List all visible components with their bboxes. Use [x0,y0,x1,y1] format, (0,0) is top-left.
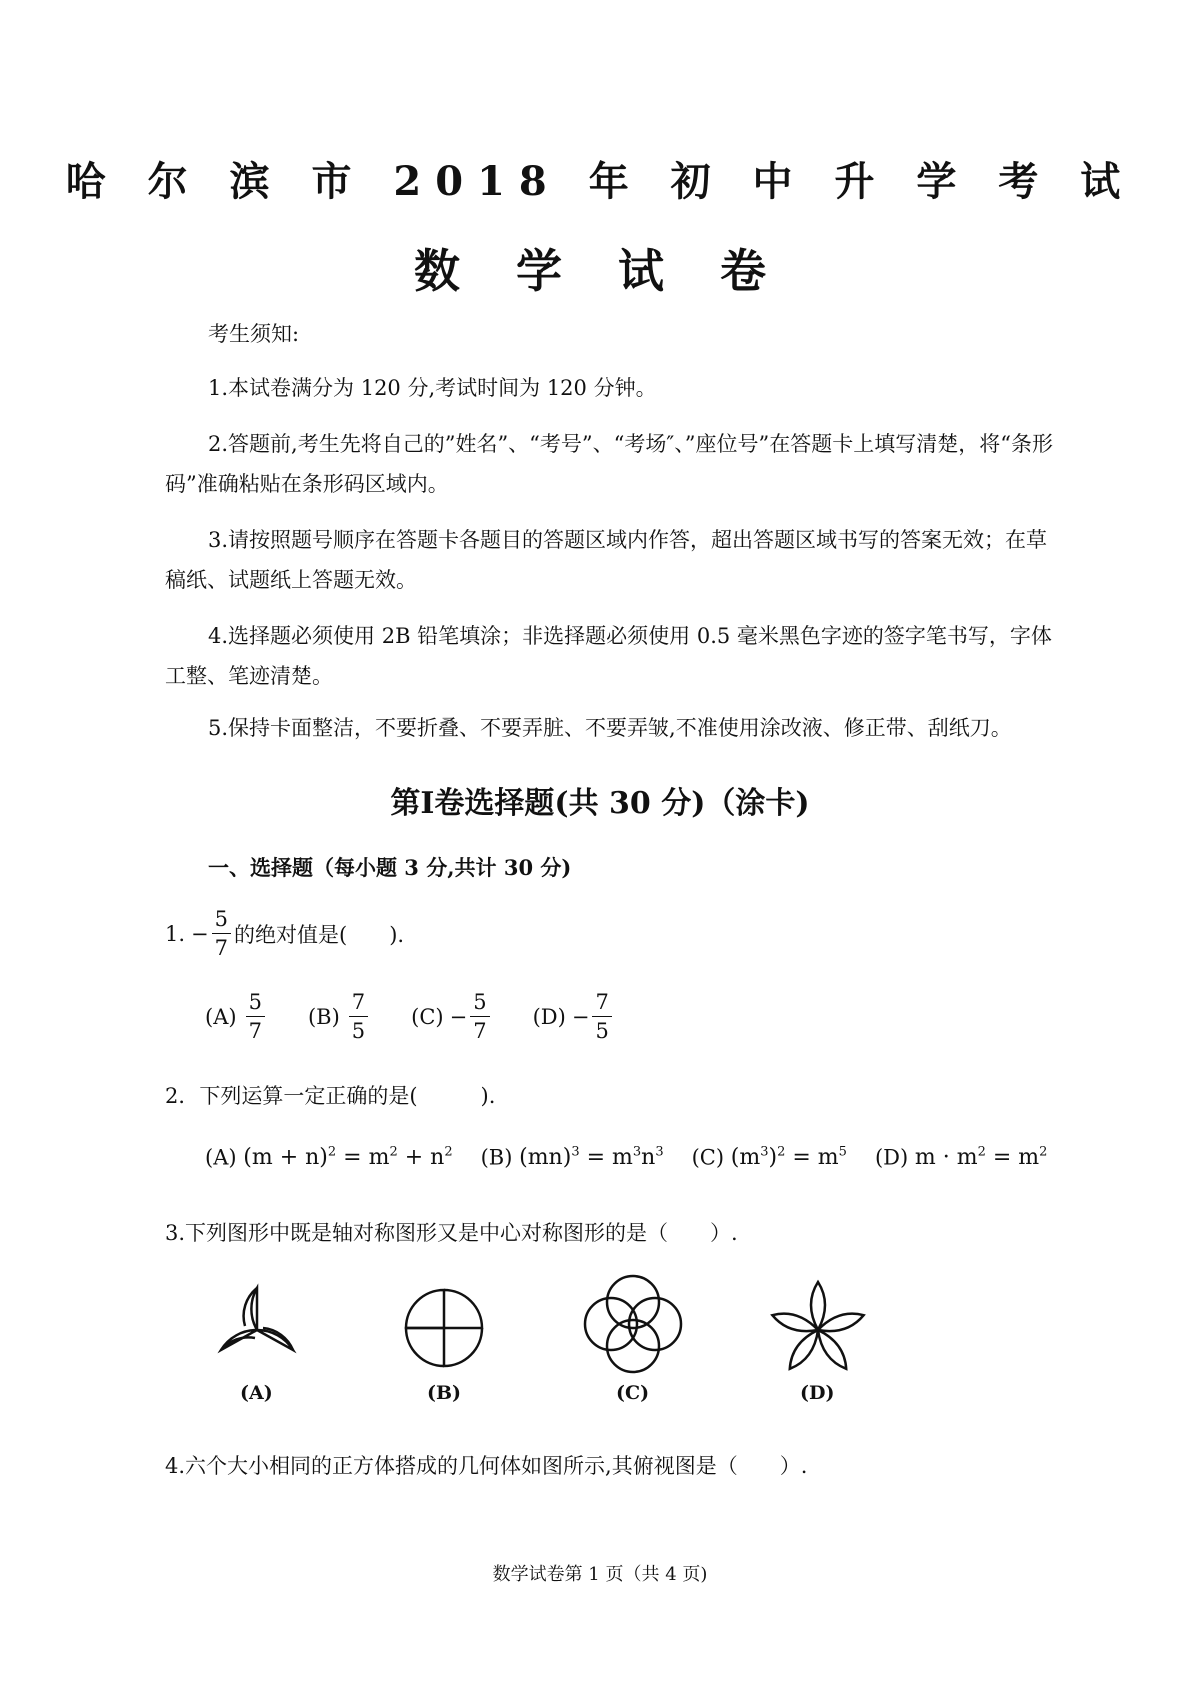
expr-part: = m [985,1145,1040,1171]
figure-label-c: (C) [616,1382,650,1404]
q1-fraction-num: 5 [212,905,231,934]
option-num: 5 [470,988,489,1017]
option-den: 5 [351,1019,366,1043]
expr-part: n [641,1145,656,1171]
exam-subtitle: 数 学 试 卷 [413,244,787,298]
question-4: 4.六个大小相同的正方体搭成的几何体如图所示,其俯视图是（ ）. [165,1454,808,1478]
option-den: 5 [595,1019,609,1043]
expr-exp: 2 [777,1145,786,1160]
expr-exp: 3 [655,1145,664,1160]
q1-sign: − [191,921,209,946]
q1-options [205,988,615,1045]
expr-exp: 2 [444,1145,453,1160]
question-1 [165,905,404,962]
expr-exp: 2 [977,1145,986,1160]
option-fraction [349,988,368,1045]
option-den: 7 [248,1019,262,1043]
notice-rule-5: 5.保持卡面整洁，不要折叠、不要弄脏、不要弄皱,不准使用涂改液、修正带、刮纸刀。 [208,716,1012,740]
figure-label-a: (A) [240,1382,273,1404]
option-label: (D) [532,1004,566,1029]
expr-part: (mn) [519,1145,572,1171]
option-sign: − [571,1004,590,1029]
q1-text: 的绝对值是( ). [234,922,405,947]
question-3: 3.下列图形中既是轴对称图形又是中心对称图形的是（ ）. [165,1221,738,1245]
expr-exp: 5 [838,1145,847,1160]
q3-figure-b[interactable] [392,1278,502,1408]
q2-option-a[interactable] [205,1145,453,1170]
option-label: (A) [205,1004,237,1029]
option-num: 7 [349,988,368,1017]
pinwheel-4-icon [392,1278,502,1378]
question-2: 2．下列运算一定正确的是( ). [165,1084,496,1108]
notice-rule-3: 3.请按照题号顺序在答题卡各题目的答题区域内作答，超出答题区域书写的答案无效；在草稿纸、试题纸上答题无效。 [165,528,1048,592]
q2-option-d[interactable] [875,1145,1047,1170]
expr-part: m · m [914,1145,978,1171]
notice-rule-4: 4.选择题必须使用 2B 铅笔填涂；非选择题必须使用 0.5 毫米黑色字迹的签字笔书写，字体工整、笔迹清楚。 [165,624,1052,688]
expr-part: ) [768,1145,778,1171]
q1-fraction-den: 7 [214,936,229,960]
figure-label-d: (D) [800,1382,835,1404]
option-label: (D) [874,1145,909,1170]
expr-exp: 3 [760,1145,769,1160]
expr-part: (m [730,1145,761,1171]
option-label: (B) [307,1004,340,1029]
q2-option-b[interactable] [481,1145,664,1170]
expr-part: = m [579,1145,633,1171]
expr-part: (m + n) [243,1145,328,1171]
expr-part: + n [397,1145,445,1171]
q1-option-a[interactable] [205,988,268,1045]
option-sign: − [449,1004,468,1029]
option-label: (C) [411,1004,444,1029]
page-footer: 数学试卷第 1 页（共 4 页) [492,1564,708,1585]
option-label: (B) [480,1145,513,1170]
q3-figure-c[interactable] [578,1270,688,1408]
option-fraction [470,988,489,1045]
notice-label: 考生须知: [208,322,300,346]
expr-exp: 3 [632,1145,642,1160]
five-petal-flower-icon [763,1275,873,1379]
option-fraction [592,988,611,1045]
q2-options [205,1145,1047,1170]
option-num: 7 [592,988,611,1017]
expr-exp: 2 [1039,1145,1048,1160]
q1-number: 1. [165,921,186,946]
expr-part: = m [336,1145,390,1171]
q1-option-c[interactable] [411,988,492,1045]
q1-fraction [212,905,231,962]
option-fraction [246,988,265,1045]
q1-option-b[interactable] [308,988,371,1045]
figure-label-b: (B) [427,1382,462,1404]
expr-exp: 2 [327,1145,337,1160]
option-den: 7 [473,1019,487,1043]
q3-figure-a[interactable] [205,1278,315,1408]
pinwheel-3-icon [205,1278,315,1378]
notice-rule-2: 2.答题前,考生先将自己的”姓名”、“考号”、“考场″、”座位号”在答题卡上填写清楚，将“条形码”准确粘贴在条形码区域内。 [165,432,1053,496]
section-title: 第Ⅰ卷选择题(共 30 分)（涂卡) [390,786,810,821]
part-heading: 一、选择题（每小题 3 分,共计 30 分) [208,855,572,880]
notice-rule-1: 1.本试卷满分为 120 分,考试时间为 120 分钟。 [208,376,657,400]
q3-figure-d[interactable] [763,1275,873,1408]
option-label: (C) [691,1145,725,1170]
four-circles-icon [578,1270,688,1378]
q1-option-d[interactable] [533,988,615,1045]
q2-option-c[interactable] [692,1145,847,1170]
option-label: (A) [205,1145,237,1170]
expr-part: = m [785,1145,839,1171]
expr-exp: 3 [571,1145,580,1160]
exam-title: 哈 尔 滨 市 2018 年 初 中 升 学 考 试 [65,158,1135,205]
option-num: 5 [246,988,265,1017]
expr-exp: 2 [389,1145,398,1160]
